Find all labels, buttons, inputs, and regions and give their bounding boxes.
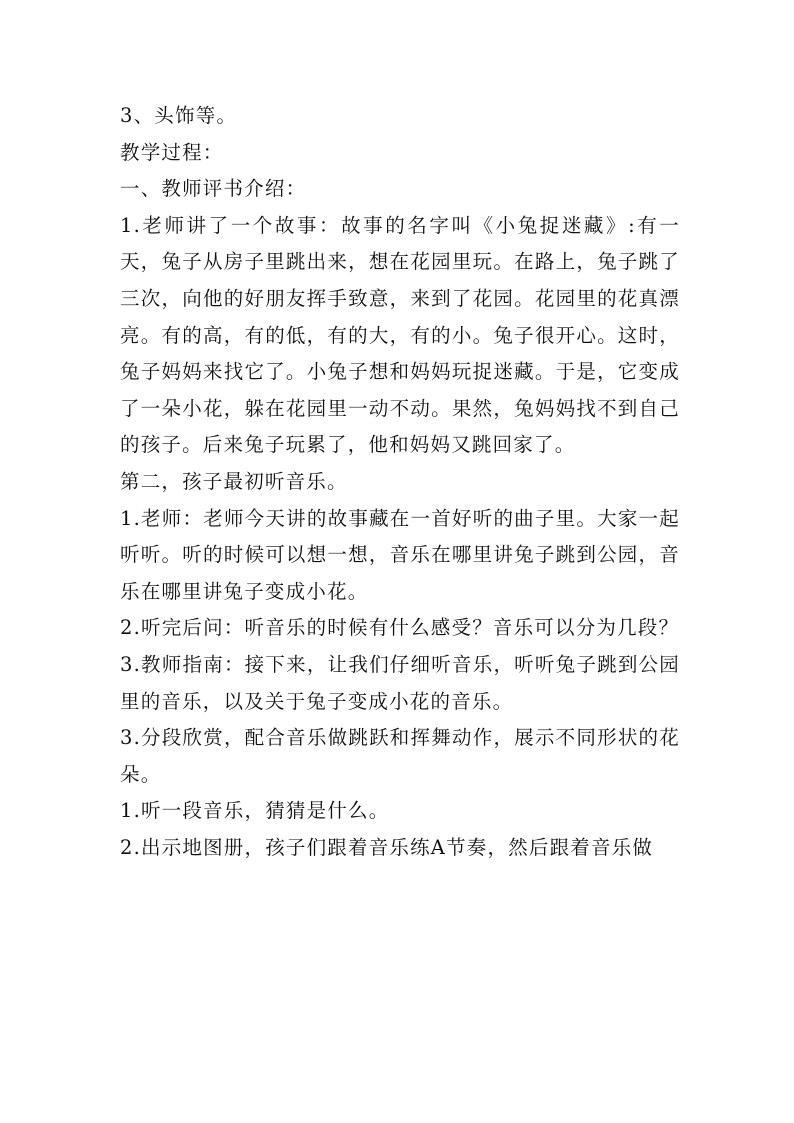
paragraph-story: 1.老师讲了一个故事：故事的名字叫《小兔捉迷藏》:有一天，兔子从房子里跳出来，想在花园里玩。在路上，兔子跳了三次，向他的好朋友挥手致意，来到了花园。花园里的花真漂亮。有的高，有的低，有的大，有的小。兔子很开心。这时，兔子妈妈来找它了。小兔子想和妈妈玩捉迷藏。于是，它变成了一朵小花，躲在花园里一动不动。果然，兔妈妈找不到自己的孩子。后来兔子玩累了，他和妈妈又跳回家了。	[120, 213, 680, 457]
paragraph-segmented-appreciation: 3.分段欣赏，配合音乐做跳跃和挥舞动作，展示不同形状的花朵。	[120, 726, 680, 786]
paragraph-materials-item: 3、头饰等。	[120, 104, 238, 127]
document-body	[120, 98, 680, 866]
paragraph-section-one-heading: 一、教师评书介绍：	[120, 177, 307, 201]
paragraph-section-two-heading: 第二，孩子最初听音乐。	[120, 469, 348, 493]
paragraph-teacher-intro: 1.老师：老师今天讲的故事藏在一首好听的曲子里。大家一起听听。听的时候可以想一想，音乐在哪里讲兔子跳到公园，音乐在哪里讲兔子变成小花。	[120, 506, 680, 603]
paragraph-show-atlas: 2.出示地图册，孩子们跟着音乐练A节奏，然后跟着音乐做	[120, 835, 654, 859]
paragraph-after-listening-question: 2.听完后问：听音乐的时候有什么感受？音乐可以分为几段？	[120, 616, 680, 640]
paragraph-listen-and-guess: 1.听一段音乐，猜猜是什么。	[120, 799, 390, 823]
paragraph-teaching-process-heading: 教学过程：	[120, 140, 224, 164]
paragraph-teacher-guide: 3.教师指南：接下来，让我们仔细听音乐，听听兔子跳到公园里的音乐，以及关于兔子变成小花的音乐。	[120, 652, 680, 713]
